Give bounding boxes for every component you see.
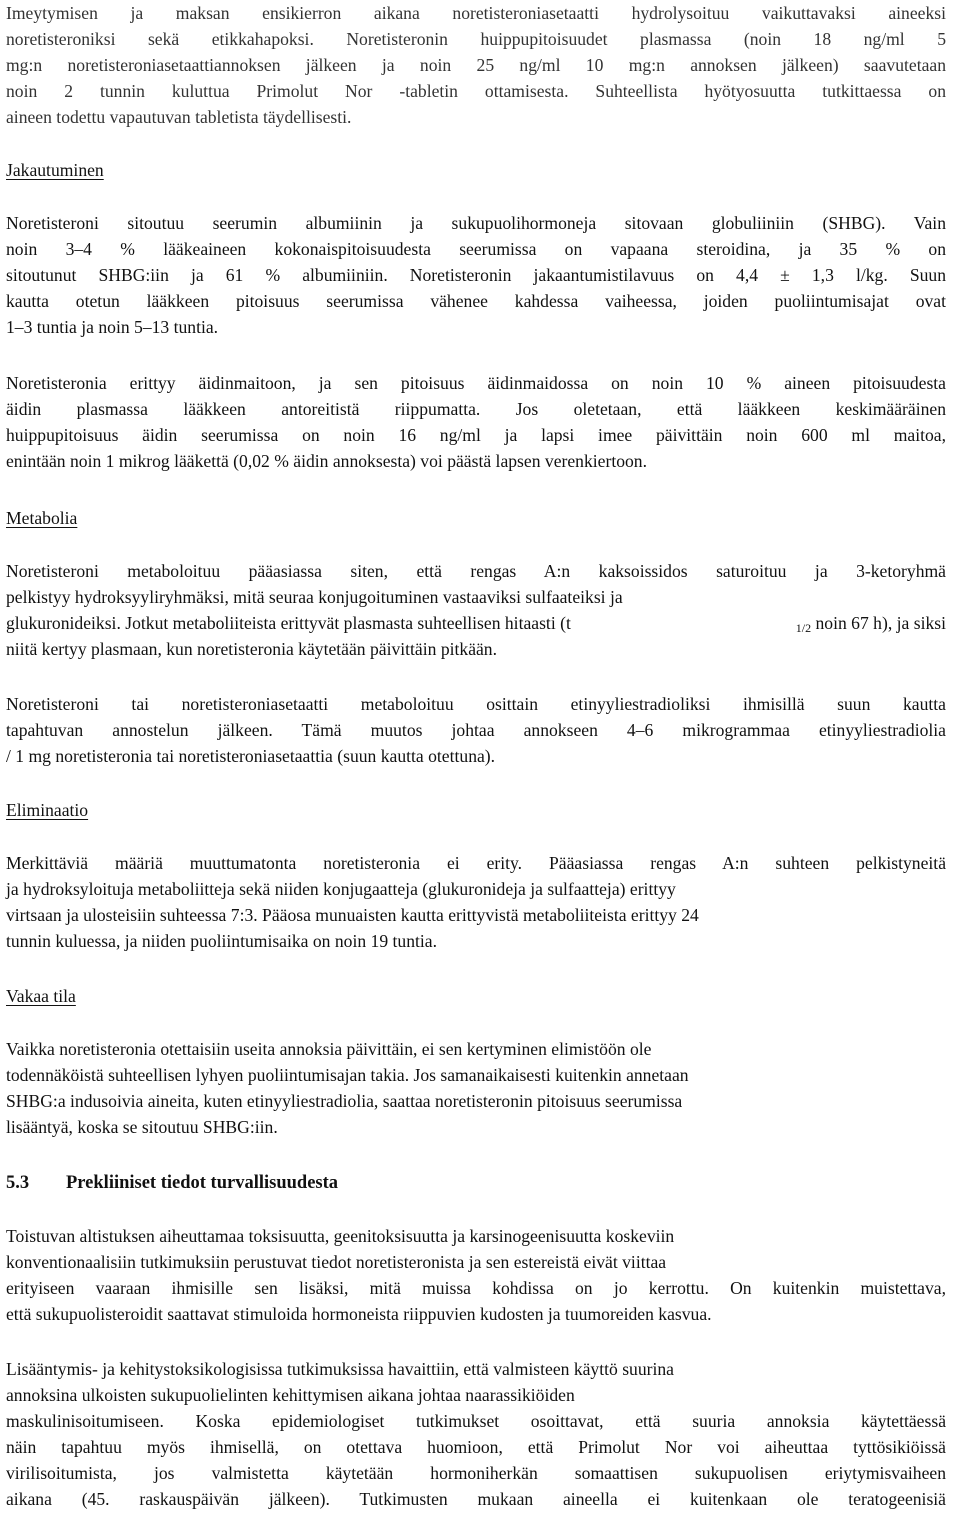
text-line: noin 2 tunnin kuluttua Primolut Nor -tabletin ottamisesta. Suhteellista hyötyosuutta tutkittaessa on	[6, 81, 946, 101]
text-fragment: noin 67 h), ja siksi	[811, 613, 946, 633]
section-title: Prekliiniset tiedot turvallisuudesta	[66, 1173, 339, 1193]
text-line: Vaikka noretisteronia otettaisiin useita annoksia päivittäin, ei sen kertyminen elimistöön ole	[6, 1039, 652, 1059]
text-line: annoksina ulkoisten sukupuolielinten kehittymisen aikana johtaa naarassikiöiden	[6, 1385, 575, 1405]
elimination-heading-block	[6, 797, 946, 823]
distribution-paragraph-1	[6, 210, 946, 340]
text-line: huippupitoisuus äidin seerumissa on noin 16 ng/ml ja lapsi imee päivittäin noin 600 ml maitoa,	[6, 425, 946, 445]
section-number: 5.3	[6, 1173, 30, 1193]
text-line: Imeytymisen ja maksan ensikierron aikana noretisteroniasetaatti hydrolysoituu vaikuttavaksi aineeksi	[6, 3, 946, 23]
section-title-block	[6, 1170, 946, 1196]
text-line: Noretisteronia erittyy äidinmaitoon, ja sen pitoisuus äidinmaidossa on noin 10 % aineen pitoisuudesta	[6, 373, 946, 393]
text-line: aineen todettu vapautuvan tabletista täydellisesti.	[6, 107, 352, 127]
text-line: konventionaalisiin tutkimuksiin perustuvat tiedot noretisteronista ja sen estereistä eivät viittaa	[6, 1252, 667, 1272]
section-heading	[6, 1170, 946, 1196]
text-line: näin tapahtuu myös ihmisellä, on otettava huomioon, että Primolut Nor voi aiheuttaa tyttösikiöissä	[6, 1437, 946, 1457]
text-line: ja hydroksyloituja metaboliitteja sekä niiden konjugaatteja (glukuronideja ja sulfaatteja) erittyy	[6, 879, 676, 899]
metabolism-paragraph-2	[6, 691, 946, 769]
text-line: pelkistyy hydroksyyliryhmäksi, mitä seuraa konjugoituminen vastaaviksi sulfaateiksi ja	[6, 587, 623, 607]
metabolism-paragraph-1	[6, 558, 946, 662]
text-line: enintään noin 1 mikrog lääkettä (0,02 % äidin annoksesta) voi päästä lapsen verenkiertoon.	[6, 451, 647, 471]
text-line: noin 3–4 % lääkeaineen kokonaispitoisuudesta seerumissa on vapaana steroidina, ja 35 % on	[6, 239, 946, 259]
text-line: Noretisteroni sitoutuu seerumin albumiinin ja sukupuolihormoneja sitovaan globuliiniin (SHBG). Vain	[6, 213, 946, 233]
text-line: tapahtuvan annostelun jälkeen. Tämä muutos johtaa annokseen 4–6 mikrogrammaa etinyyliestradiolia	[6, 720, 946, 740]
text-line: virilisoitumista, jos valmistetta käytetään hormoniherkän somaattisen sukupuolisen eriytymisvaiheen	[6, 1463, 946, 1483]
preclinical-paragraph-2	[6, 1356, 946, 1512]
text-line: / 1 mg noretisteronia tai noretisteroniasetaattia (suun kautta otettuna).	[6, 746, 496, 766]
text-line: Toistuvan altistuksen aiheuttamaa toksisuutta, geenitoksisuutta ja karsinogeenisuutta koskeviin	[6, 1226, 675, 1246]
text-line	[6, 610, 946, 636]
text-line: että sukupuolisteroidit saattavat stimuloida hormoneista riippuvien kudosten ja tuumoreiden kasvua.	[6, 1304, 712, 1324]
text-fragment: glukuronideiksi. Jotkut metaboliiteista erittyvät plasmasta suhteellisen hitaasti (t	[6, 613, 571, 633]
half-life-subscript: 1/2	[795, 621, 812, 635]
distribution-paragraph-2	[6, 370, 946, 474]
steady-state-heading-block	[6, 983, 946, 1009]
text-line: tunnin kuluessa, ja niiden puoliintumisaika on noin 19 tuntia.	[6, 931, 438, 951]
steady-state-heading: Vakaa tila	[6, 986, 76, 1006]
text-line: Noretisteroni tai noretisteroniasetaatti metaboloituu osittain etinyyliestradioliksi ihmisillä suun kautta	[6, 694, 946, 714]
text-line: mg:n noretisteroniasetaattiannoksen jälkeen ja noin 25 ng/ml 10 mg:n annoksen jälkeen) saavutetaan	[6, 55, 946, 75]
absorption-paragraph	[6, 0, 946, 130]
text-fragment	[796, 610, 946, 636]
metabolism-heading-block	[6, 505, 946, 531]
distribution-heading-block	[6, 157, 946, 183]
text-line: niitä kertyy plasmaan, kun noretisteronia käytetään päivittäin pitkään.	[6, 639, 498, 659]
text-line: noretisteroniksi sekä etikkahapoksi. Noretisteronin huippupitoisuudet plasmassa (noin 18 ng/ml 5	[6, 29, 946, 49]
metabolism-heading: Metabolia	[6, 508, 78, 528]
text-line: lisääntyä, koska se sitoutuu SHBG:iin.	[6, 1117, 278, 1137]
text-line: kautta otetun lääkkeen pitoisuus seerumissa vähenee kahdessa vaiheessa, joiden puoliintumisajat ovat	[6, 291, 946, 311]
text-line: Merkittäviä määriä muuttumatonta noretisteronia ei erity. Pääasiassa rengas A:n suhteen pelkistyneitä	[6, 853, 946, 873]
text-line: aikana (45. raskauspäivän jälkeen). Tutkimusten mukaan aineella ei kuitenkaan ole teratogeenisiä	[6, 1489, 946, 1509]
text-line: virtsaan ja ulosteisiin suhteessa 7:3. Pääosa munuaisten kautta erittyvistä metaboliiteista erittyy 24	[6, 905, 699, 925]
preclinical-paragraph-1	[6, 1223, 946, 1327]
text-line: todennäköistä suhteellisen lyhyen puoliintumisajan takia. Jos samanaikaisesti kuitenkin annetaan	[6, 1065, 689, 1085]
text-line: Lisääntymis- ja kehitystoksikologisissa tutkimuksissa havaittiin, että valmisteen käyttö suurina	[6, 1359, 674, 1379]
distribution-heading: Jakautuminen	[6, 160, 104, 180]
text-line: maskulinisoitumiseen. Koska epidemiologiset tutkimukset osoittavat, että suuria annoksia käytettäessä	[6, 1411, 946, 1431]
text-line: 1–3 tuntia ja noin 5–13 tuntia.	[6, 317, 219, 337]
text-line: SHBG:a indusoivia aineita, kuten etinyyliestradiolia, saattaa noretisteronin pitoisuus seerumissa	[6, 1091, 683, 1111]
text-line: äidin plasmassa lääkkeen antoreitistä riippumatta. Jos oletetaan, että lääkkeen keskimääräinen	[6, 399, 946, 419]
text-line: erityiseen vaaraan ihmisille sen lisäksi, mitä muissa kohdissa on jo kerrottu. On kuitenkin muistettava,	[6, 1278, 946, 1298]
text-line: Noretisteroni metaboloituu pääasiassa siten, että rengas A:n kaksoissidos saturoituu ja 3-ketoryhmä	[6, 561, 946, 581]
elimination-paragraph	[6, 850, 946, 954]
elimination-heading: Eliminaatio	[6, 800, 89, 820]
text-line: sitoutunut SHBG:iin ja 61 % albumiiniin. Noretisteronin jakaantumistilavuus on 4,4 ± 1,3 l/kg. Suun	[6, 265, 946, 285]
steady-state-paragraph	[6, 1036, 946, 1140]
